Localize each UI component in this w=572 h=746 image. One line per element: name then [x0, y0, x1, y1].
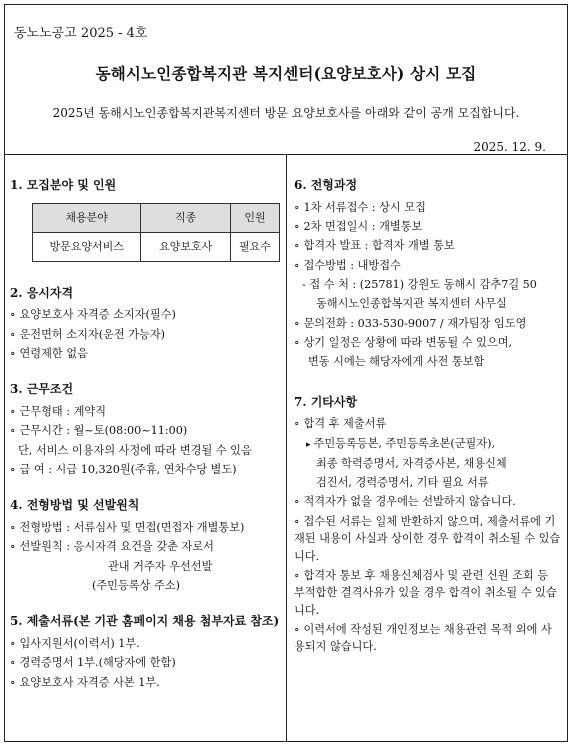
list-item: ∘ 합격자 발표 : 합격자 개별 통보 — [294, 237, 562, 254]
section-title-process: 6. 전형과정 — [294, 178, 358, 192]
docs-line: 검진서, 경력증명서, 기타 필요 서류 — [316, 476, 489, 490]
table-header-cell: 인원 — [231, 203, 280, 232]
pay-item: ∘ 급 여 : 시급 10,320원(주휴, 연차수당 별도) — [10, 461, 280, 478]
table-header-cell: 직종 — [141, 203, 231, 232]
table-row — [33, 232, 280, 261]
list-item: ∘ 근무형태 : 계약직 — [10, 403, 280, 420]
docs-line: 최종 학력증명서, 자격증사본, 채용신체 — [316, 456, 507, 470]
doc-number: 동노노공고 2025 - 4호 — [14, 26, 148, 41]
table-header-row — [33, 203, 280, 232]
address-label: 접 수 처 : (25781) 강원도 동해시 감추7길 50 — [309, 278, 537, 292]
recruit-table — [32, 203, 280, 262]
section-title-conditions: 3. 근무조건 — [10, 382, 74, 397]
list-item: ∘ 요양보호사 자격증 사본 1부. — [10, 674, 280, 691]
list-item: ∘ 전형방법 : 서류심사 및 면접(면접자 개별통보) — [10, 519, 280, 536]
list-item: ∘ 접수방법 : 내방접수 — [294, 257, 562, 274]
left-column — [10, 170, 280, 693]
list-item: ∘ 적격자가 없을 경우에는 선발하지 않습니다. — [294, 493, 562, 510]
list-item: ∘ 합격 후 제출서류 — [294, 415, 562, 432]
table-cell: 요양보호사 — [141, 232, 231, 261]
list-item: ∘ 근무시간 : 월~토(08:00~11:00) — [10, 422, 280, 439]
intro-text: 2025년 동해시노인종합복지관복지센터 방문 요양보호사를 아래와 같이 공개 모집합니다. — [52, 106, 520, 120]
principle-cont: 관내 거주자 우선선발 — [108, 559, 213, 573]
list-item: ∘ 선발원칙 : 응시자격 요건을 갖춘 자로서 — [10, 538, 280, 555]
list-item: ∘ 요양보호사 자격증 소지자(필수) — [10, 306, 280, 323]
section-title-selection: 4. 전형방법 및 선발원칙 — [10, 498, 140, 513]
list-item: ∘ 운전면허 소지자(운전 가능자) — [10, 326, 280, 343]
table-header-cell: 채용분야 — [33, 203, 141, 232]
list-item: ∘ 연령제한 없음 — [10, 345, 280, 362]
list-item: ∘ 이력서에 작성된 개인정보는 채용관련 목적 외에 사용되지 않습니다. — [294, 621, 562, 656]
list-item: ∘ 1차 서류접수 : 상시 모집 — [294, 199, 562, 216]
address-cont: 동해시노인종합복지관 복지센터 사무실 — [316, 297, 507, 311]
table-cell: 방문요양서비스 — [33, 232, 141, 261]
docs-sub: ▸ 주민등록등본, 주민등록초본(군필자), — [294, 435, 562, 453]
list-item: ∘ 접수된 서류는 일체 반환하지 않으며, 제출서류에 기재된 내용이 사실과 상이한 경우 합격이 취소될 수 있습니다. — [294, 513, 562, 565]
divider-vertical — [286, 154, 287, 742]
address-line: - 접 수 처 : (25781) 강원도 동해시 감추7길 50 — [302, 278, 537, 292]
notice-item: ∘ 상기 일정은 상황에 따라 변동될 수 있으며, — [294, 334, 562, 351]
list-item: ∘ 입사지원서(이력서) 1부. — [10, 635, 280, 652]
right-column — [294, 170, 562, 658]
principle-cont: (주민등록상 주소) — [92, 578, 180, 592]
section-title-qualification: 2. 응시자격 — [10, 285, 74, 300]
list-item: ∘ 합격자 통보 후 채용신체검사 및 관련 신원 조회 등 부적합한 결격사유가 있을 경우 합격이 취소될 수 있습니다. — [294, 567, 562, 619]
condition-note: 단, 서비스 이용자의 사정에 따라 변경될 수 있음 — [18, 443, 252, 457]
section-title-documents: 5. 제출서류(본 기관 홈페이지 채용 첨부자료 참조) — [10, 614, 280, 629]
list-item: ∘ 2차 면접일시 : 개별통보 — [294, 218, 562, 235]
notice-date: 2025. 12. 9. — [473, 140, 546, 154]
section-title-recruit: 1. 모집분야 및 인원 — [10, 178, 117, 192]
notice-cont: 변동 시에는 해당자에게 사전 통보함 — [308, 355, 485, 369]
list-item: ∘ 경력증명서 1부.(해당자에 한함) — [10, 654, 280, 671]
phone-item: ∘ 문의전화 : 033-530-9007 / 재가팀장 임도영 — [294, 315, 562, 332]
section-title-etc: 7. 기타사항 — [294, 394, 358, 409]
table-cell: 필요수 — [231, 232, 280, 261]
page-title: 동해시노인종합복지관 복지센터(요양보호사) 상시 모집 — [95, 64, 477, 83]
